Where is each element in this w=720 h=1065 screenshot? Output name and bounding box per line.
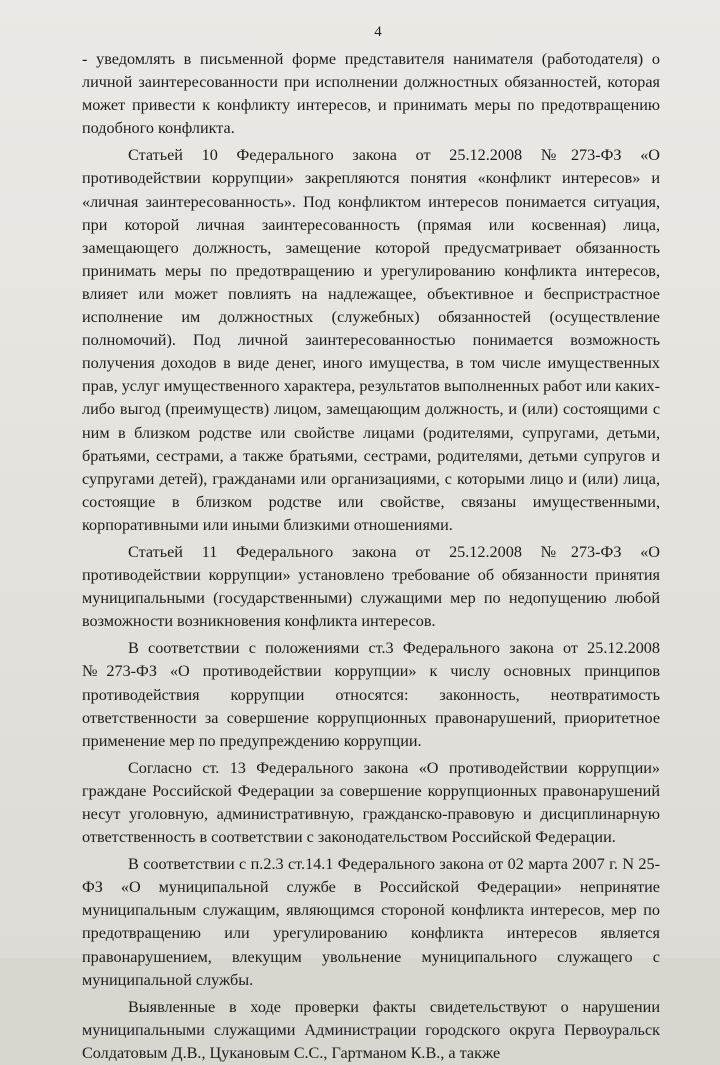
paragraph-findings: Выявленные в ходе проверки факты свидетельствуют о нарушении муниципальными служащими Администрации городского округа Первоуральск Солдатовым Д.В., Цукановым С.С., Гартманом К.В., а также <box>82 997 660 1062</box>
paragraph-article-10: Статьей 10 Федерального закона от 25.12.2008 №273-ФЗ «О противодействии коррупции» закрепляются понятия «конфликт интересов» и «личная заинтересованность». Под конфликтом интересов понимается ситуация, при которой личная заинтересованность (прямая или косвенная) лица, замещающего должность, замещение которой предусматривает обязанность принимать меры по предотвращению и урегулированию конфликта интересов, влияет или может повлиять на надлежащее, объективное и беспристрастное исполнение им должностных (служебных) обязанностей (осуществление полномочий). Под личной заинтересованностью понимается возможность получения доходов в виде денег, иного имущества, в том числе имущественных прав, услуг имущественного характера, результатов выполненных работ или каких-либо выгод (преимуществ) лицом, замещающим должность, и (или) состоящими с ним в близком родстве или свойстве лицами (родителями, супругами, детьми, братьями, сестрами, а также братьями, сестрами, родителями, детьми супругов и супругами детей), гражданами или организациями, с которыми лицо и (или) лица, состоящие в близком родстве или свойстве, связаны имущественными, корпоративными или иными близкими отношениями. <box>82 146 660 534</box>
paragraph-article-11: Статьей 11 Федерального закона от 25.12.2008 №273-ФЗ «О противодействии коррупции» установлено требование об обязанности принятия муниципальными (государственными) служащими мер по недопущению любой возможности возникновения конфликта интересов. <box>82 542 660 631</box>
paragraph-article-3: В соответствии с положениями ст.3 Федерального закона от 25.12.2008 №273-ФЗ «О противодействии коррупции» к числу основных принципов противодействия коррупции относятся: законность, неотвратимость ответственности за совершение коррупционных правонарушений, приоритетное применение мер по предупреждению коррупции. <box>82 639 660 750</box>
paragraph-article-13: Согласно ст. 13 Федерального закона «О противодействии коррупции» граждане Российской Федерации за совершение коррупционных правонарушений несут уголовную, административную, гражданско-правовую и дисциплинарную ответственность в соответствии с законодательством Российской Федерации. <box>82 758 660 847</box>
paragraph-article-14-1: В соответствии с п.2.3 ст.14.1 Федерального закона от 02 марта 2007 г. N 25-ФЗ «О муниципальной службе в Российской Федерации» непринятие муниципальным служащим, являющимся стороной конфликта интересов, мер по предотвращению или урегулированию конфликта интересов является правонарушением, влекущим увольнение муниципального служащего с муниципальной службы. <box>82 855 660 989</box>
page-number: 4 <box>374 24 382 40</box>
document-body <box>82 48 660 1065</box>
paragraph-duty-notify: - уведомлять в письменной форме представителя нанимателя (работодателя) о личной заинтересованности при исполнении должностных обязанностей, которая может привести к конфликту интересов, и принимать меры по предотвращению подобного конфликта. <box>82 50 660 138</box>
